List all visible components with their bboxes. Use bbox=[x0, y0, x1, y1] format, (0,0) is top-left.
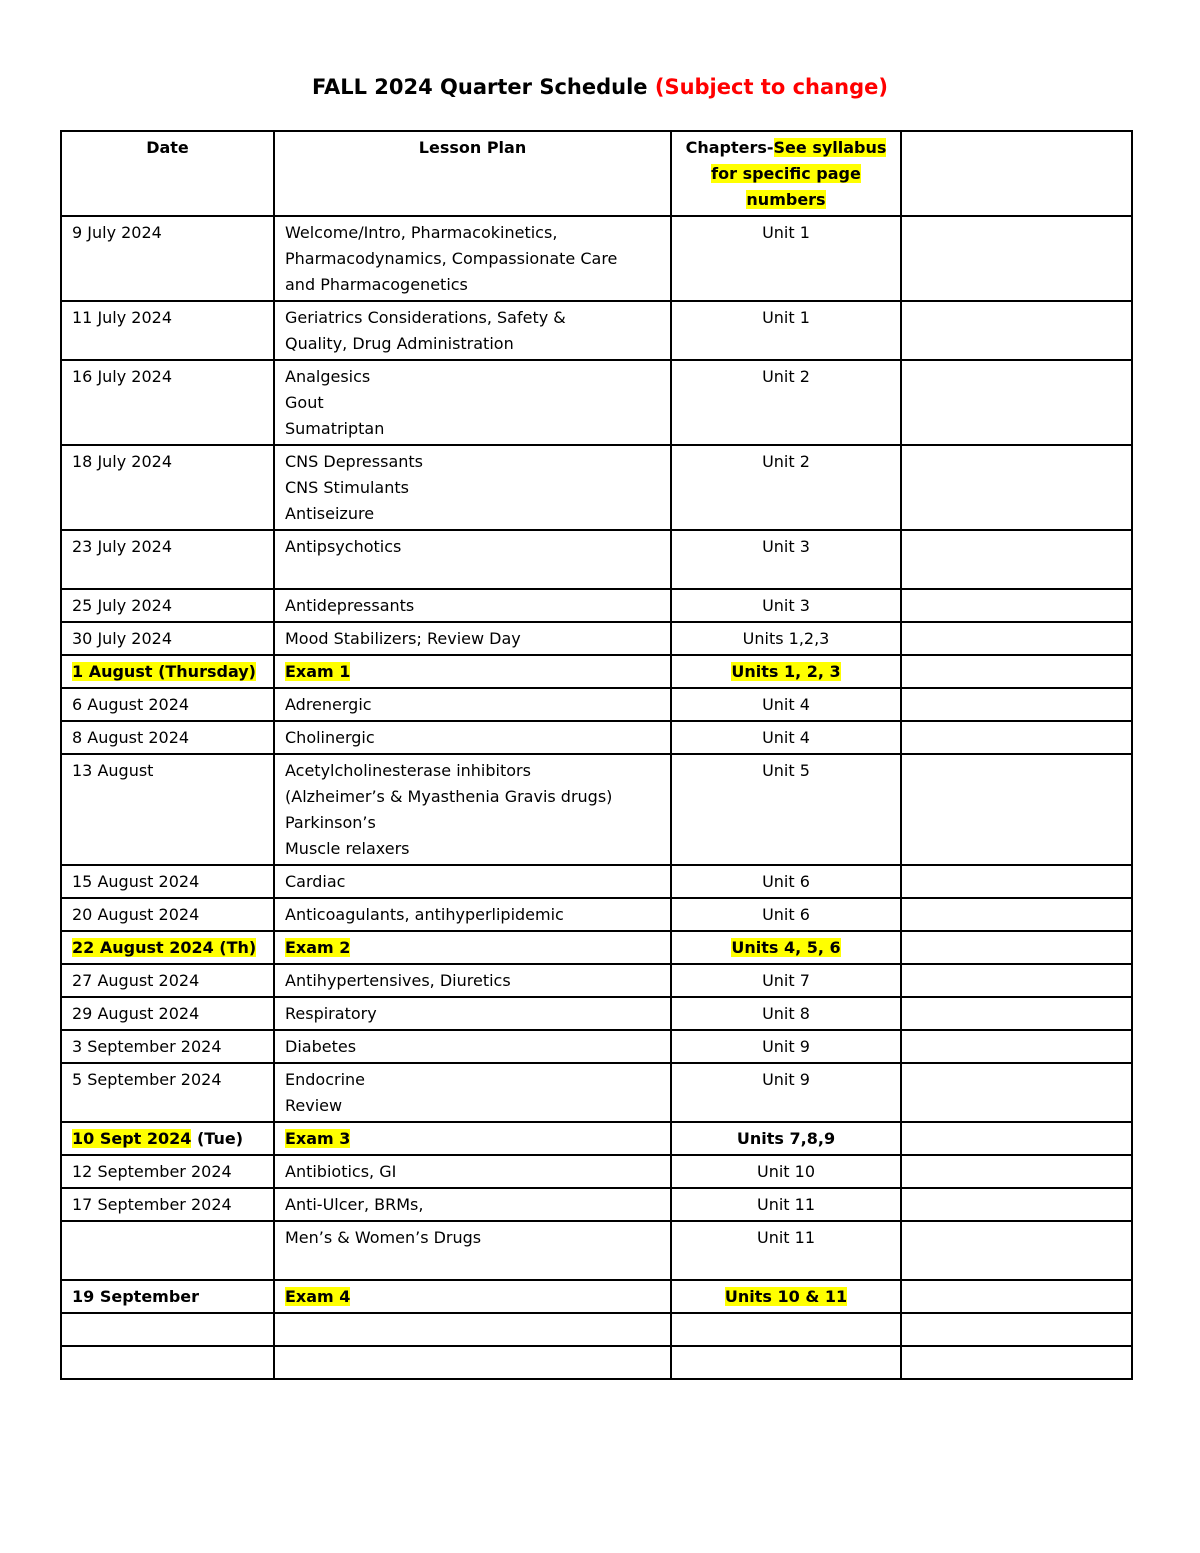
date-text: 11 July 2024 bbox=[72, 308, 173, 327]
table-row bbox=[61, 1030, 1132, 1063]
blank-cell bbox=[901, 445, 1132, 530]
table-row bbox=[61, 721, 1132, 754]
date-text: 19 September bbox=[72, 1287, 200, 1306]
chapters-text: Unit 11 bbox=[756, 1195, 815, 1214]
lesson-line bbox=[285, 1251, 660, 1277]
date-cell bbox=[61, 865, 274, 898]
chapters-text: Unit 1 bbox=[762, 308, 810, 327]
lesson-cell bbox=[274, 1063, 671, 1122]
table-row bbox=[61, 688, 1132, 721]
date-cell bbox=[61, 1030, 274, 1063]
table-row bbox=[61, 865, 1132, 898]
chapters-cell bbox=[671, 964, 901, 997]
chapters-cell bbox=[671, 1313, 901, 1346]
chapters-cell bbox=[671, 1063, 901, 1122]
lesson-cell bbox=[274, 865, 671, 898]
date-suffix: (Tue) bbox=[191, 1129, 244, 1148]
chapters-text: Unit 9 bbox=[762, 1070, 810, 1089]
date-cell bbox=[61, 1280, 274, 1313]
table-row bbox=[61, 589, 1132, 622]
chapters-text: Unit 6 bbox=[762, 872, 810, 891]
lesson-cell bbox=[274, 1280, 671, 1313]
chapters-text: Units 1,2,3 bbox=[742, 629, 830, 648]
chapters-cell bbox=[671, 1280, 901, 1313]
chapters-text: Unit 3 bbox=[762, 596, 810, 615]
table-row bbox=[61, 1221, 1132, 1280]
date-text: 16 July 2024 bbox=[72, 367, 173, 386]
chapters-cell bbox=[671, 301, 901, 360]
chapters-cell bbox=[671, 1122, 901, 1155]
date-cell bbox=[61, 754, 274, 865]
chapters-cell bbox=[671, 1221, 901, 1280]
chapters-text: Unit 4 bbox=[762, 728, 810, 747]
header-chapters-prefix: Chapters- bbox=[685, 138, 774, 157]
chapters-text: Units 4, 5, 6 bbox=[731, 938, 841, 957]
date-text: 3 September 2024 bbox=[72, 1037, 222, 1056]
date-cell bbox=[61, 1122, 274, 1155]
lesson-line: Pharmacodynamics, Compassionate Care bbox=[285, 249, 618, 268]
lesson-line: Exam 2 bbox=[285, 938, 351, 957]
date-cell bbox=[61, 1221, 274, 1280]
blank-cell bbox=[901, 530, 1132, 589]
blank-cell bbox=[901, 898, 1132, 931]
lesson-line: Exam 3 bbox=[285, 1129, 351, 1148]
table-row bbox=[61, 1155, 1132, 1188]
blank-cell bbox=[901, 865, 1132, 898]
lesson-cell bbox=[274, 655, 671, 688]
date-text: 6 August 2024 bbox=[72, 695, 190, 714]
date-text: 1 August (Thursday) bbox=[72, 662, 256, 681]
lesson-line: Endocrine bbox=[285, 1070, 365, 1089]
chapters-text: Unit 4 bbox=[762, 695, 810, 714]
lesson-line: Respiratory bbox=[285, 1004, 377, 1023]
header-blank bbox=[901, 131, 1132, 216]
lesson-cell bbox=[274, 1313, 671, 1346]
date-text: 23 July 2024 bbox=[72, 537, 173, 556]
table-row bbox=[61, 898, 1132, 931]
blank-cell bbox=[901, 688, 1132, 721]
lesson-line: Anticoagulants, antihyperlipidemic bbox=[285, 905, 564, 924]
blank-cell bbox=[901, 1155, 1132, 1188]
lesson-cell bbox=[274, 1122, 671, 1155]
lesson-cell bbox=[274, 931, 671, 964]
date-text: 9 July 2024 bbox=[72, 223, 162, 242]
chapters-cell bbox=[671, 589, 901, 622]
lesson-line: Geriatrics Considerations, Safety & bbox=[285, 308, 566, 327]
lesson-line: Cardiac bbox=[285, 872, 346, 891]
table-row bbox=[61, 1346, 1132, 1379]
lesson-line: Antihypertensives, Diuretics bbox=[285, 971, 511, 990]
chapters-cell bbox=[671, 997, 901, 1030]
lesson-line: Analgesics bbox=[285, 367, 371, 386]
lesson-cell bbox=[274, 1346, 671, 1379]
blank-cell bbox=[901, 1122, 1132, 1155]
lesson-line: Adrenergic bbox=[285, 695, 372, 714]
lesson-line bbox=[285, 560, 660, 586]
lesson-cell bbox=[274, 301, 671, 360]
blank-cell bbox=[901, 622, 1132, 655]
blank-cell bbox=[901, 655, 1132, 688]
lesson-line: Welcome/Intro, Pharmacokinetics, bbox=[285, 223, 558, 242]
date-cell bbox=[61, 1188, 274, 1221]
lesson-cell bbox=[274, 964, 671, 997]
date-cell bbox=[61, 530, 274, 589]
chapters-cell bbox=[671, 445, 901, 530]
blank-cell bbox=[901, 301, 1132, 360]
chapters-cell bbox=[671, 865, 901, 898]
lesson-cell bbox=[274, 898, 671, 931]
header-chapters-note-3: numbers bbox=[746, 190, 826, 209]
date-cell bbox=[61, 445, 274, 530]
lesson-line: CNS Depressants bbox=[285, 452, 423, 471]
chapters-cell bbox=[671, 1030, 901, 1063]
lesson-cell bbox=[274, 445, 671, 530]
lesson-cell bbox=[274, 754, 671, 865]
chapters-text: Unit 5 bbox=[762, 761, 810, 780]
lesson-line: Muscle relaxers bbox=[285, 839, 410, 858]
date-text: 18 July 2024 bbox=[72, 452, 173, 471]
chapters-text: Units 1, 2, 3 bbox=[731, 662, 841, 681]
date-cell bbox=[61, 216, 274, 301]
lesson-line: Exam 1 bbox=[285, 662, 351, 681]
date-cell bbox=[61, 1063, 274, 1122]
lesson-cell bbox=[274, 1221, 671, 1280]
date-cell bbox=[61, 997, 274, 1030]
table-row bbox=[61, 1313, 1132, 1346]
lesson-line: Quality, Drug Administration bbox=[285, 334, 514, 353]
blank-cell bbox=[901, 997, 1132, 1030]
lesson-cell bbox=[274, 530, 671, 589]
date-text: 15 August 2024 bbox=[72, 872, 200, 891]
title-note: (Subject to change) bbox=[654, 75, 888, 99]
chapters-text: Unit 1 bbox=[762, 223, 810, 242]
date-text: 13 August bbox=[72, 761, 154, 780]
lesson-line: Antiseizure bbox=[285, 504, 375, 523]
table-row bbox=[61, 301, 1132, 360]
chapters-text: Unit 2 bbox=[762, 367, 810, 386]
date-cell bbox=[61, 1313, 274, 1346]
lesson-cell bbox=[274, 997, 671, 1030]
date-cell bbox=[61, 898, 274, 931]
date-text: 25 July 2024 bbox=[72, 596, 173, 615]
blank-cell bbox=[901, 1063, 1132, 1122]
table-row bbox=[61, 997, 1132, 1030]
lesson-cell bbox=[274, 1030, 671, 1063]
blank-cell bbox=[901, 1188, 1132, 1221]
table-row bbox=[61, 1122, 1132, 1155]
date-cell bbox=[61, 589, 274, 622]
lesson-cell bbox=[274, 1155, 671, 1188]
date-text: 22 August 2024 (Th) bbox=[72, 938, 257, 957]
date-cell bbox=[61, 1155, 274, 1188]
chapters-text: Unit 2 bbox=[762, 452, 810, 471]
lesson-line: Mood Stabilizers; Review Day bbox=[285, 629, 521, 648]
chapters-text: Unit 3 bbox=[762, 537, 810, 556]
lesson-cell bbox=[274, 360, 671, 445]
chapters-cell bbox=[671, 360, 901, 445]
lesson-line bbox=[285, 1350, 660, 1376]
chapters-cell bbox=[671, 688, 901, 721]
chapters-cell bbox=[671, 1346, 901, 1379]
chapters-cell bbox=[671, 622, 901, 655]
date-text: 5 September 2024 bbox=[72, 1070, 222, 1089]
chapters-text: Unit 10 bbox=[756, 1162, 815, 1181]
lesson-line: Diabetes bbox=[285, 1037, 357, 1056]
chapters-cell bbox=[671, 754, 901, 865]
table-row bbox=[61, 964, 1132, 997]
lesson-line: Exam 4 bbox=[285, 1287, 351, 1306]
table-row bbox=[61, 445, 1132, 530]
date-text: 12 September 2024 bbox=[72, 1162, 232, 1181]
date-cell bbox=[61, 655, 274, 688]
lesson-line: Review bbox=[285, 1096, 343, 1115]
blank-cell bbox=[901, 754, 1132, 865]
lesson-line: Men’s & Women’s Drugs bbox=[285, 1228, 482, 1247]
chapters-text: Units 10 & 11 bbox=[724, 1287, 848, 1306]
lesson-line bbox=[285, 1317, 660, 1343]
lesson-line: CNS Stimulants bbox=[285, 478, 409, 497]
table-row bbox=[61, 622, 1132, 655]
header-row bbox=[61, 131, 1132, 216]
table-row bbox=[61, 216, 1132, 301]
chapters-cell bbox=[671, 898, 901, 931]
blank-cell bbox=[901, 1313, 1132, 1346]
chapters-text: Unit 9 bbox=[762, 1037, 810, 1056]
chapters-text: Unit 8 bbox=[762, 1004, 810, 1023]
chapters-cell bbox=[671, 216, 901, 301]
table-row bbox=[61, 655, 1132, 688]
date-text: 30 July 2024 bbox=[72, 629, 173, 648]
table-row bbox=[61, 360, 1132, 445]
date-cell bbox=[61, 301, 274, 360]
chapters-text bbox=[783, 1320, 788, 1339]
blank-cell bbox=[901, 1280, 1132, 1313]
header-lesson-plan: Lesson Plan bbox=[274, 131, 671, 216]
date-text: 27 August 2024 bbox=[72, 971, 200, 990]
header-date: Date bbox=[61, 131, 274, 216]
header-chapters-note-1: See syllabus bbox=[773, 138, 887, 157]
lesson-line: and Pharmacogenetics bbox=[285, 275, 468, 294]
table-row bbox=[61, 1280, 1132, 1313]
lesson-cell bbox=[274, 216, 671, 301]
lesson-cell bbox=[274, 688, 671, 721]
date-cell bbox=[61, 1346, 274, 1379]
table-row bbox=[61, 1188, 1132, 1221]
chapters-text: Unit 7 bbox=[762, 971, 810, 990]
blank-cell bbox=[901, 360, 1132, 445]
page-title bbox=[0, 75, 1200, 99]
lesson-line: Parkinson’s bbox=[285, 813, 376, 832]
lesson-line: Cholinergic bbox=[285, 728, 375, 747]
lesson-line: Antibiotics, GI bbox=[285, 1162, 397, 1181]
date-cell bbox=[61, 964, 274, 997]
lesson-line: Gout bbox=[285, 393, 324, 412]
chapters-cell bbox=[671, 530, 901, 589]
blank-cell bbox=[901, 589, 1132, 622]
lesson-cell bbox=[274, 721, 671, 754]
lesson-line: Acetylcholinesterase inhibitors bbox=[285, 761, 531, 780]
chapters-text: Units 7,8,9 bbox=[736, 1129, 836, 1148]
blank-cell bbox=[901, 931, 1132, 964]
lesson-line: Anti-Ulcer, BRMs, bbox=[285, 1195, 424, 1214]
date-cell bbox=[61, 688, 274, 721]
chapters-cell bbox=[671, 655, 901, 688]
chapters-text bbox=[783, 1353, 788, 1372]
date-text: 10 Sept 2024 bbox=[72, 1129, 192, 1148]
header-chapters-note-2: for specific page bbox=[711, 164, 861, 183]
title-main: FALL 2024 Quarter Schedule bbox=[312, 75, 655, 99]
table-row bbox=[61, 530, 1132, 589]
lesson-cell bbox=[274, 589, 671, 622]
lesson-line: (Alzheimer’s & Myasthenia Gravis drugs) bbox=[285, 787, 613, 806]
header-chapters bbox=[671, 131, 901, 216]
blank-cell bbox=[901, 964, 1132, 997]
date-cell bbox=[61, 931, 274, 964]
table-row bbox=[61, 1063, 1132, 1122]
date-text: 20 August 2024 bbox=[72, 905, 200, 924]
blank-cell bbox=[901, 1346, 1132, 1379]
blank-cell bbox=[901, 1030, 1132, 1063]
chapters-cell bbox=[671, 1188, 901, 1221]
date-cell bbox=[61, 360, 274, 445]
schedule-table bbox=[60, 130, 1133, 1380]
date-cell bbox=[61, 622, 274, 655]
chapters-cell bbox=[671, 721, 901, 754]
date-text: 17 September 2024 bbox=[72, 1195, 232, 1214]
chapters-cell bbox=[671, 931, 901, 964]
date-text: 29 August 2024 bbox=[72, 1004, 200, 1023]
lesson-line: Antipsychotics bbox=[285, 537, 402, 556]
chapters-cell bbox=[671, 1155, 901, 1188]
lesson-line: Sumatriptan bbox=[285, 419, 385, 438]
date-cell bbox=[61, 721, 274, 754]
lesson-line: Antidepressants bbox=[285, 596, 415, 615]
date-text: 8 August 2024 bbox=[72, 728, 190, 747]
table-row bbox=[61, 754, 1132, 865]
blank-cell bbox=[901, 1221, 1132, 1280]
lesson-cell bbox=[274, 1188, 671, 1221]
lesson-cell bbox=[274, 622, 671, 655]
blank-cell bbox=[901, 721, 1132, 754]
chapters-text: Unit 11 bbox=[756, 1228, 815, 1247]
blank-cell bbox=[901, 216, 1132, 301]
chapters-text: Unit 6 bbox=[762, 905, 810, 924]
table-row bbox=[61, 931, 1132, 964]
